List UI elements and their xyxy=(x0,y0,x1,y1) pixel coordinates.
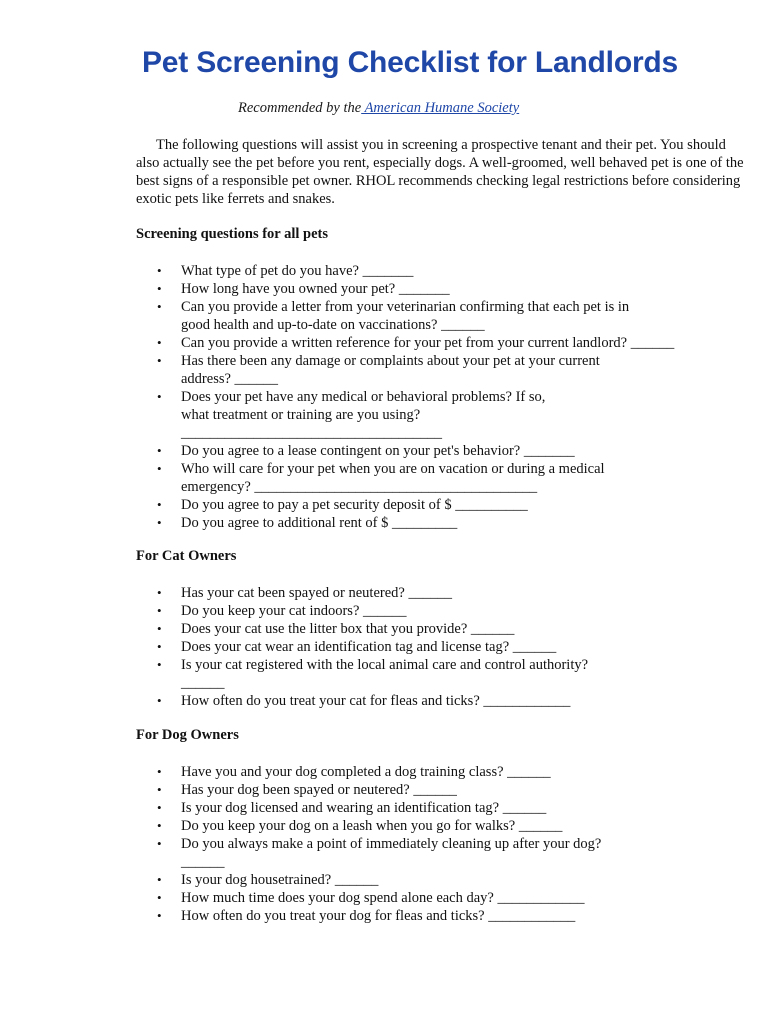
list-item: • Does your pet have any medical or behavioral problems? If so, what treatment or training are you using? ____________________________________ xyxy=(136,388,696,442)
section-heading-cat-owners: For Cat Owners xyxy=(136,548,237,564)
list-item: • Is your dog licensed and wearing an identification tag? ______ xyxy=(136,799,696,817)
cat-owner-question-list xyxy=(136,584,696,710)
all-pets-question-list xyxy=(136,262,696,532)
list-item: • Do you agree to a lease contingent on your pet's behavior? _______ xyxy=(136,442,696,460)
list-item: • Can you provide a written reference for your pet from your current landlord? ______ xyxy=(136,334,696,352)
list-item: • Do you agree to additional rent of $ _________ xyxy=(136,514,696,532)
dog-owner-question-list xyxy=(136,763,696,925)
list-item: • How long have you owned your pet? _______ xyxy=(136,280,696,298)
list-item: • Do you keep your dog on a leash when you go for walks? ______ xyxy=(136,817,696,835)
list-item: • How much time does your dog spend alone each day? ____________ xyxy=(136,889,696,907)
list-item: • Do you always make a point of immediately cleaning up after your dog? ______ xyxy=(136,835,696,871)
american-humane-society-link[interactable]: American Humane Society xyxy=(361,100,520,116)
list-item: • Can you provide a letter from your veterinarian confirming that each pet is in good health and up-to-date on vaccinations? ______ xyxy=(136,298,696,334)
list-item: • How often do you treat your cat for fleas and ticks? ____________ xyxy=(136,692,696,710)
intro-paragraph: The following questions will assist you in screening a prospective tenant and their pet. You should also actually see the pet before you rent, especially dogs. A well-groomed, well behaved pet is one of the best signs of a responsible pet owner. RHOL recommends checking legal restrictions before considering exotic pets like ferrets and snakes. xyxy=(136,137,744,207)
list-item: • Has your dog been spayed or neutered? ______ xyxy=(136,781,696,799)
list-item: • What type of pet do you have? _______ xyxy=(136,262,696,280)
list-item: • Is your cat registered with the local animal care and control authority? ______ xyxy=(136,656,696,692)
subtitle xyxy=(238,100,519,117)
section-heading-all-pets: Screening questions for all pets xyxy=(136,226,329,242)
list-item: • Does your cat use the litter box that you provide? ______ xyxy=(136,620,696,638)
list-item: • Has there been any damage or complaints about your pet at your current address? ______ xyxy=(136,352,696,388)
list-item: • How often do you treat your dog for fleas and ticks? ____________ xyxy=(136,907,696,925)
list-item: • Have you and your dog completed a dog training class? ______ xyxy=(136,763,696,781)
list-item: • Is your dog housetrained? ______ xyxy=(136,871,696,889)
list-item: • Do you keep your cat indoors? ______ xyxy=(136,602,696,620)
list-item: • Does your cat wear an identification tag and license tag? ______ xyxy=(136,638,696,656)
page-title: Pet Screening Checklist for Landlords xyxy=(141,46,679,79)
section-heading-dog-owners: For Dog Owners xyxy=(136,727,239,743)
list-item: • Who will care for your pet when you are on vacation or during a medical emergency? _______________________________________ xyxy=(136,460,696,496)
list-item: • Has your cat been spayed or neutered? ______ xyxy=(136,584,696,602)
subtitle-prefix: Recommended by the xyxy=(238,100,362,116)
list-item: • Do you agree to pay a pet security deposit of $ __________ xyxy=(136,496,696,514)
